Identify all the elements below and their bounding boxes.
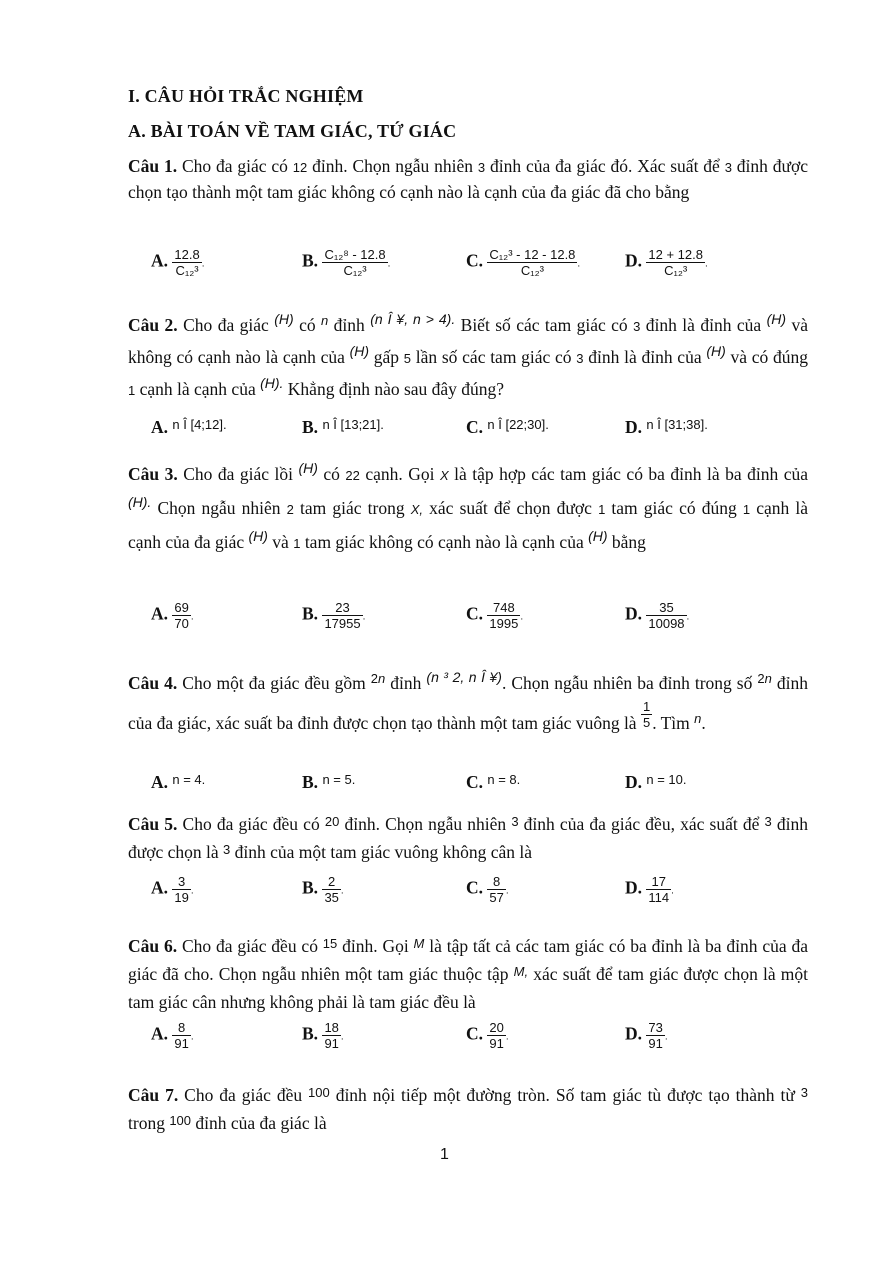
q4-option-d[interactable]: D. $^{n = 10.}$ [625,772,687,792]
q2-option-b[interactable]: B. $^{n Î [13;21].}$ [302,417,384,437]
question-2: Câu 2. Cho đa giác $^{(H)}$ có $^n$ đỉnh $^{(n Î ¥, n > 4).}$ Biết số các tam giác có 3 đỉnh là đỉnh của $^{(H)}$ và không có cạnh nào là cạnh của $^{(H)}$ gấp 5 lần số các tam giác có 3 đỉnh là đỉnh của $^{(H)}$ và có đúng 1 cạnh là cạnh của $^{(H).}$ Khẳng định nào sau đây đúng? [128,311,808,399]
q3-option-a[interactable]: A. $\frac{69}{70}$ . [151,600,194,631]
question-5: Câu 5. Cho đa giác đều có $^{20}$ đỉnh. Chọn ngẫu nhiên $^3$ đỉnh của đa giác đều, xác suất để $^3$ đỉnh được chọn là $^3$ đỉnh của một tam giác vuông không cân là [128,814,808,862]
q5-option-d[interactable]: D. $\frac{17}{114}$ . [625,874,674,905]
q1-option-c[interactable]: C. $\frac{\text{C₁₂³ - 12 - 12.8}}{\text{C₁₂³}}$ . [466,247,581,278]
q5-option-c[interactable]: C. $\frac{8}{57}$ . [466,874,509,905]
q2-option-a[interactable]: A. $^{n Î [4;12].}$ [151,417,227,437]
question-6: Câu 6. Cho đa giác đều có $^{15}$ đỉnh. Gọi $^M$ là tập tất cả các tam giác có ba đỉnh là ba đỉnh của đa giác đã cho. Chọn ngẫu nhiên một tam giác thuộc tập $^{M,}$ xác suất để tam giác được chọn là một tam giác cân nhưng không phải là tam giác đều là [128,936,808,1012]
q3-option-d[interactable]: D. $\frac{35}{10098}$ . [625,600,690,631]
q6-option-a[interactable]: A. $\frac{8}{91}$ . [151,1020,194,1051]
q5-option-b[interactable]: B. $\frac{2}{35}$ . [302,874,344,905]
q6-option-b[interactable]: B. $\frac{18}{91}$ . [302,1020,344,1051]
q3-option-b[interactable]: B. $\frac{23}{17955}$ . [302,600,366,631]
fraction: $\frac{\text{C₁₂⁸ - 12.8}}{\text{C₁₂³}}$ [324,247,386,278]
question-1: Câu 1. Cho đa giác có 12 đỉnh. Chọn ngẫu nhiên 3 đỉnh của đa giác đó. Xác suất để 3 đỉnh được chọn tạo thành một tam giác không có cạnh nào là cạnh của đa giác đã cho bằng [128,156,809,202]
q6-option-c[interactable]: C. $\frac{20}{91}$ . [466,1020,509,1051]
fraction: $\frac{12.8}{\text{C₁₂³}}$ [174,247,200,278]
q4-option-a[interactable]: A. $^{n = 4.}$ [151,772,206,792]
q1-option-b[interactable]: B. $\frac{\text{C₁₂⁸ - 12.8}}{\text{C₁₂³}}$ . [302,247,391,278]
section-title: I. CÂU HỎI TRẮC NGHIỆM [128,86,364,106]
page-number: 1 [440,1146,449,1163]
q5-option-a[interactable]: A. $\frac{3}{19}$ . [151,874,194,905]
question-4: Câu 4. Cho một đa giác đều gồm $^{2n}$ đỉnh $^{(n ^3 2, n Î ¥)}$. Chọn ngẫu nhiên ba đỉnh trong số $^{2n}$ đỉnh của đa giác, xác suất ba đỉnh được chọn tạo thành một tam giác vuông là $\frac{1}{5}$ . Tìm $^n$. [128,669,808,733]
subsection-title: A. BÀI TOÁN VỀ TAM GIÁC, TỨ GIÁC [128,121,457,141]
q1-option-d[interactable]: D. $\frac{12 + 12.8}{\text{C₁₂³}}$ . [625,247,708,278]
fraction: $\frac{\text{C₁₂³ - 12 - 12.8}}{\text{C₁₂³}}$ [489,247,576,278]
question-3: Câu 3. Cho đa giác lồi $^{(H)}$ có 22 cạnh. Gọi X là tập hợp các tam giác có ba đỉnh là ba đỉnh của $^{(H).}$ Chọn ngẫu nhiên 2 tam giác trong X, xác suất để chọn được 1 tam giác có đúng 1 cạnh là cạnh của đa giác $^{(H)}$ và 1 tam giác không có cạnh nào là cạnh của $^{(H)}$ bằng [128,460,808,552]
q4-option-c[interactable]: C. $^{n = 8.}$ [466,772,521,792]
q6-option-d[interactable]: D. $\frac{73}{91}$ . [625,1020,668,1051]
question-label: Câu 1. [128,156,178,176]
question-7: Câu 7. Cho đa giác đều $^{100}$ đỉnh nội tiếp một đường tròn. Số tam giác tù được tạo thành từ $^3$ trong $^{100}$ đỉnh của đa giác là [128,1085,809,1133]
q4-option-b[interactable]: B. $^{n = 5.}$ [302,772,356,792]
q1-option-a[interactable]: A. $\frac{12.8}{\text{C₁₂³}}$ . [151,247,205,278]
fraction: $\frac{12 + 12.8}{\text{C₁₂³}}$ [648,247,703,278]
q2-option-c[interactable]: C. $^{n Î [22;30].}$ [466,417,549,437]
q2-option-d[interactable]: D. $^{n Î [31;38].}$ [625,417,708,437]
q3-option-c[interactable]: C. $\frac{748}{1995}$ . [466,600,524,631]
